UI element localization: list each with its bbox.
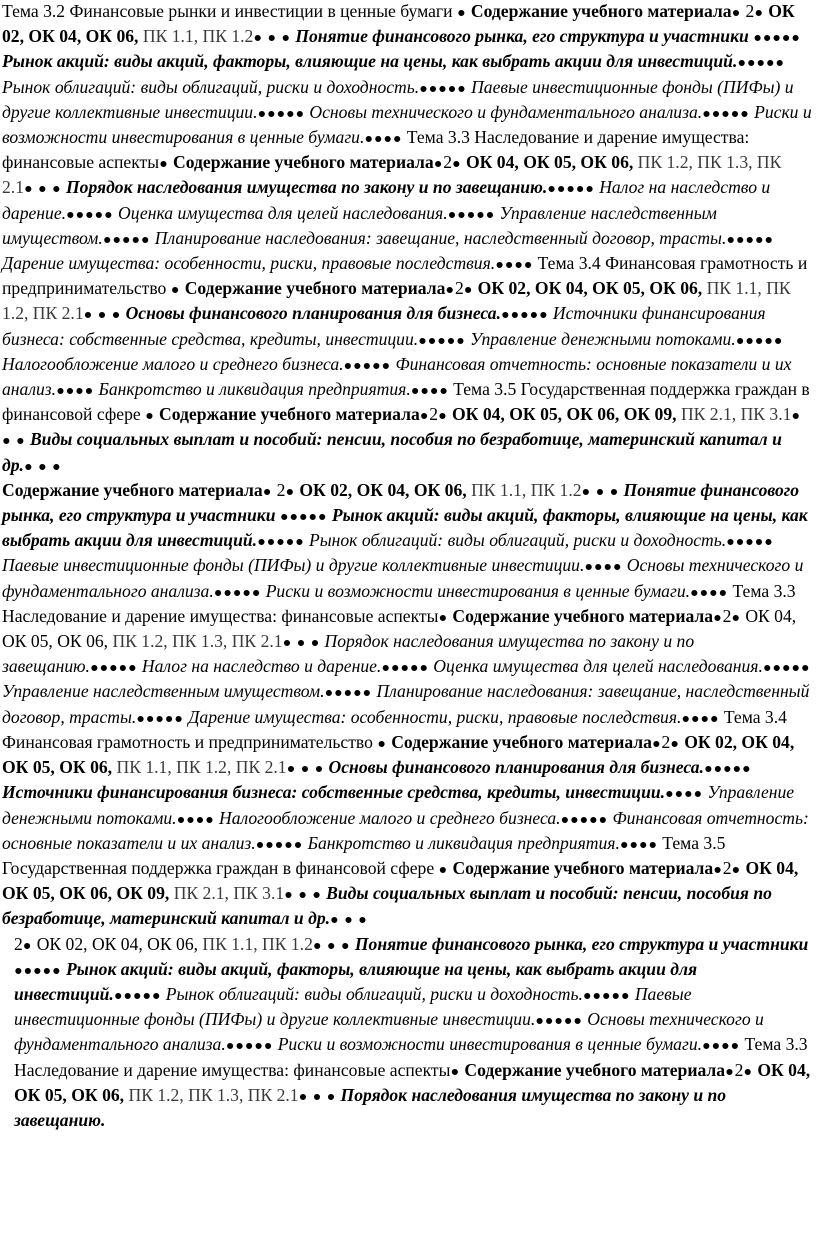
content-label: Содержание учебного материала — [173, 152, 434, 173]
topic-3-4-title: Тема 3.4 Финансовая грамотность и предпринимательство — [2, 253, 808, 299]
bullet-icon: ●●●●● — [136, 710, 184, 727]
hours-value: 2 — [661, 731, 671, 752]
pk-codes: ПК 1.2, ПК 1.3, ПК 2.1 — [2, 152, 782, 198]
bullet-icon: ●●●●● — [547, 181, 595, 198]
bullet-icon: ●●●●● — [762, 660, 811, 677]
bullet-icon: ●●●●● — [66, 206, 114, 223]
item-text: Источники финансирования бизнеса: собственные средства, кредиты, инвестиции. — [2, 782, 666, 803]
content-label: Содержание учебного материала — [452, 605, 714, 626]
bullet-icon: ●●●●● — [257, 534, 305, 551]
content-label: Содержание учебного материала — [452, 857, 714, 878]
bullet-icon: ● — [452, 156, 462, 173]
bullet-icon: ●●●●● — [257, 105, 306, 122]
pk-codes: ПК 1.1, ПК 1.2, ПК 2.1 — [2, 278, 791, 324]
topic-3-3-title: Тема 3.3 Наследование и дарение имущества: финансовые аспекты — [2, 127, 750, 173]
topic-3-3-title: Тема 3.3 Наследование и дарение имущества: финансовые аспекты — [2, 580, 796, 626]
item-text: Управление наследственным имуществом. — [2, 202, 717, 248]
bullet-icon: ●●●● — [410, 383, 449, 400]
topic-3-5-title: Тема 3.5 Государственная поддержка граждан в финансовой сфере — [2, 832, 726, 878]
bullet-icon: ● — [743, 1063, 753, 1080]
bullet-icon: ●●●● — [56, 383, 95, 400]
item-text: Рынок облигаций: виды облигаций, риски и доходность. — [309, 530, 727, 551]
bullet-icon: ● ● ● — [2, 408, 801, 450]
paragraph-2 — [2, 479, 812, 933]
item-text: Оценка имущества для целей наследования. — [117, 202, 448, 223]
bullet-icon: ●●●●● — [702, 105, 750, 122]
bullet-icon: ●●●●● — [447, 206, 496, 223]
item-text: Планирование наследования: завещание, наследственный договор, трасты. — [2, 681, 810, 727]
item-text: Налог на наследство и дарение. — [2, 177, 771, 223]
pk-codes: ПК 1.1, ПК 1.2 — [202, 933, 313, 954]
bullet-icon: ●●●●● — [324, 685, 373, 702]
bullet-icon: ●●●● — [176, 811, 215, 828]
item-text: Виды социальных выплат и пособий: пенсии, пособия по безработице, материнский капитал и др. — [2, 883, 772, 929]
item-text: Финансовая отчетность: основные показатели и их анализ. — [2, 353, 792, 400]
ok-codes: ОК 02, ОК 04, ОК 06, — [36, 933, 199, 954]
item-text: Порядок наследования имущества по закону и по завещанию. — [2, 631, 695, 677]
bullet-icon: ● — [438, 861, 449, 878]
bullet-icon: ●●●● — [584, 559, 623, 576]
item-text: Финансовая отчетность: основные показатели и их анализ. — [2, 807, 809, 853]
item-text: Налогообложение малого и среднего бизнеса. — [219, 807, 561, 828]
bullet-icon: ●●●● — [495, 257, 534, 274]
ok-codes: ОК 04, ОК 05, ОК 06, ОК 09, — [2, 857, 799, 904]
hours-value: 2 — [276, 479, 286, 500]
content-label: Содержание учебного материала — [184, 278, 446, 299]
item-text: Рынок акций: виды акций, факторы, влияющие на цены, как выбрать акции для инвестиций. — [2, 51, 738, 72]
pk-codes: ПК 1.1, ПК 1.2, ПК 2.1 — [116, 757, 287, 778]
item-text: Налог на наследство и дарение. — [141, 656, 382, 677]
item-text: Рынок акций: виды акций, факторы, влияющие на цены, как выбрать акции для инвестиций. — [14, 958, 698, 1004]
item-text: Управление денежными потоками. — [470, 328, 736, 349]
content-label: Содержание учебного материала — [2, 479, 263, 500]
bullet-icon: ● — [456, 5, 467, 21]
bullet-icon: ●●●● — [665, 786, 704, 803]
bullet-icon: ● — [145, 408, 155, 425]
item-text: Виды социальных выплат и пособий: пенсии, пособия по безработице, материнский капитал и др. — [2, 429, 782, 475]
bullet-icon: ●●●●● — [535, 1013, 583, 1030]
bullet-icon: ● ● ● — [284, 887, 322, 904]
bullet-icon: ● ● ● — [23, 458, 62, 475]
bullet-icon: ● — [433, 156, 444, 173]
item-text: Риски и возможности инвестирования в ценные бумаги. — [277, 1034, 703, 1055]
bullet-icon: ●●●●● — [419, 80, 467, 97]
item-text: Дарение имущества: особенности, риски, правовые последствия. — [2, 253, 496, 274]
ok-codes: ОК 04, ОК 05, ОК 06, — [14, 1059, 811, 1105]
bullet-icon: ●●●●● — [255, 836, 304, 853]
pk-codes: ПК 2.1, ПК 3.1 — [173, 883, 285, 904]
bullet-icon: ●●●●● — [560, 811, 609, 828]
bullet-icon: ● — [377, 735, 387, 752]
bullet-icon: ● — [651, 735, 662, 752]
topic-3-3-title: Тема 3.3 Наследование и дарение имущества: финансовые аспекты — [14, 1034, 808, 1080]
ok-codes: ОК 04, ОК 05, ОК 06, — [2, 605, 797, 652]
item-text: Банкротство и ликвидация предприятия. — [98, 379, 411, 400]
item-text: Дарение имущества: особенности, риски, правовые последствия. — [188, 706, 682, 727]
bullet-icon: ●●●●● — [14, 962, 62, 979]
topic-3-5-title: Тема 3.5 Государственная поддержка граждан в финансовой сфере — [2, 379, 810, 425]
hours-value: 2 — [454, 278, 464, 299]
bullet-icon: ●●●●● — [343, 357, 392, 374]
item-text: Паевые инвестиционные фонды (ПИФы) и другие коллективные инвестиции. — [14, 983, 692, 1030]
bullet-icon: ● — [731, 861, 742, 878]
bullet-icon: ● ● ● — [253, 30, 291, 47]
bullet-icon: ●●●●● — [726, 534, 774, 551]
item-text: Планирование наследования: завещание, наследственный договор, трасты. — [154, 227, 727, 248]
bullet-icon: ●●●●● — [279, 509, 328, 526]
hours-value: 2 — [722, 857, 732, 878]
bullet-icon: ● — [731, 5, 742, 21]
pk-codes: ПК 1.2, ПК 1.3, ПК 2.1 — [128, 1084, 299, 1105]
bullet-icon: ●●●●● — [582, 987, 631, 1004]
content-label: Содержание учебного материала — [159, 404, 420, 425]
item-text: Управление денежными потоками. — [2, 782, 795, 828]
item-text: Банкротство и ликвидация предприятия. — [307, 832, 620, 853]
bullet-icon: ●●●●● — [213, 584, 262, 601]
pk-codes: ПК 1.1, ПК 1.2 — [142, 26, 254, 47]
hours-value: 2 — [443, 152, 453, 173]
item-text: Понятие финансового рынка, его структура и участники — [354, 933, 809, 954]
bullet-icon: ● — [262, 483, 273, 500]
bullet-icon: ● — [419, 408, 430, 425]
bullet-icon: ●●●●● — [418, 332, 466, 349]
item-text: Основы финансового планирования для бизнеса. — [125, 303, 501, 324]
bullet-icon: ● ● ● — [298, 1088, 337, 1105]
bullet-icon: ● — [285, 483, 295, 500]
pk-codes: ПК 1.1, ПК 1.2 — [471, 479, 582, 500]
bullet-icon: ●●●●● — [381, 660, 429, 677]
ok-codes: ОК 02, ОК 04, ОК 05, ОК 06, — [477, 278, 703, 299]
bullet-icon: ●●●●● — [102, 231, 151, 248]
item-text: Оценка имущества для целей наследования. — [433, 656, 763, 677]
ok-codes: ОК 02, ОК 04, ОК 05, ОК 06, — [2, 731, 795, 778]
hours-value: 2 — [734, 1059, 744, 1080]
item-text: Рынок облигаций: виды облигаций, риски и доходность. — [2, 76, 420, 97]
bullet-icon: ● — [445, 282, 455, 299]
item-text: Управление наследственным имуществом. — [2, 681, 325, 702]
item-text: Паевые инвестиционные фонды (ПИФы) и другие коллективные инвестиции. — [2, 76, 794, 122]
bullet-icon: ●●●●● — [735, 332, 784, 349]
bullet-icon: ●●●●● — [500, 307, 549, 324]
pk-codes: ПК 2.1, ПК 3.1 — [680, 404, 792, 425]
item-text: Основы финансового планирования для бизнеса. — [328, 757, 704, 778]
item-text: Понятие финансового рынка, его структура и участники — [295, 26, 749, 47]
bullet-icon: ● ● ● — [83, 307, 122, 324]
hours-value: 2 — [429, 404, 439, 425]
ok-codes: ОК 02, ОК 04, ОК 06, — [299, 479, 467, 500]
bullet-icon: ● ● ● — [330, 912, 368, 929]
item-text: Налогообложение малого и среднего бизнеса. — [2, 353, 344, 374]
bullet-icon: ● ● ● — [282, 635, 321, 652]
hours-value: 2 — [14, 933, 23, 954]
hours-value: 2 — [722, 605, 732, 626]
bullet-icon: ● — [463, 282, 474, 299]
ok-codes: ОК 04, ОК 05, ОК 06, ОК 09, — [452, 404, 677, 425]
hours-value: 2 — [745, 1, 755, 21]
bullet-icon: ●●●●● — [753, 30, 801, 47]
bullet-icon: ● — [170, 282, 181, 299]
bullet-icon: ●●●●● — [703, 761, 752, 778]
bullet-icon: ● — [731, 609, 741, 626]
item-text: Порядок наследования имущества по закону и по завещанию. — [65, 177, 548, 198]
item-text: Рынок облигаций: виды облигаций, риски и доходность. — [165, 983, 583, 1004]
bullet-icon: ●●●● — [690, 584, 729, 601]
bullet-icon: ● — [450, 1063, 460, 1080]
topic-3-4-title: Тема 3.4 Финансовая грамотность и предпринимательство — [2, 706, 787, 752]
bullet-icon: ●●●● — [702, 1038, 741, 1055]
item-text: Риски и возможности инвестирования в ценные бумаги. — [265, 580, 691, 601]
item-text: Порядок наследования имущества по закону и по завещанию. — [14, 1084, 727, 1130]
bullet-icon: ● — [754, 5, 764, 21]
content-label: Содержание учебного материала — [470, 1, 732, 21]
paragraph-1 — [2, 0, 812, 479]
content-label: Содержание учебного материала — [464, 1059, 726, 1080]
content-label: Содержание учебного материала — [391, 731, 652, 752]
bullet-icon: ●●●● — [681, 710, 720, 727]
bullet-icon: ●●●● — [364, 131, 403, 148]
bullet-icon: ●●●● — [619, 836, 658, 853]
bullet-icon: ● — [159, 156, 169, 173]
item-text: Основы технического и фундаментального анализа. — [2, 555, 804, 601]
bullet-icon: ● — [713, 861, 723, 878]
bullet-icon: ● ● ● — [286, 761, 325, 778]
item-text: Основы технического и фундаментального анализа. — [14, 1009, 764, 1055]
bullet-icon: ● — [670, 735, 680, 752]
bullet-icon: ●●●●● — [89, 660, 138, 677]
item-text: Понятие финансового рынка, его структура и участники — [2, 479, 800, 526]
bullet-icon: ●●●●● — [737, 55, 785, 72]
bullet-icon: ● — [725, 1063, 735, 1080]
pk-codes: ПК 1.2, ПК 1.3, ПК 2.1 — [112, 631, 283, 652]
bullet-icon: ● ● ● — [24, 181, 62, 198]
item-text: Основы технического и фундаментального анализа. — [309, 101, 703, 122]
bullet-icon: ● ● ● — [581, 483, 620, 500]
bullet-icon: ● — [438, 609, 448, 626]
bullet-icon: ●●●●● — [225, 1038, 274, 1055]
topic-3-2-title: Тема 3.2 Финансовые рынки и инвестиции в ценные бумаги — [2, 1, 453, 21]
item-text: Рынок акций: виды акций, факторы, влияющие на цены, как выбрать акции для инвестиций. — [2, 505, 808, 551]
bullet-icon: ●●●●● — [113, 987, 162, 1004]
bullet-icon: ●●●●● — [726, 231, 774, 248]
ok-codes: ОК 04, ОК 05, ОК 06, — [465, 152, 634, 173]
bullet-icon: ● — [22, 937, 33, 954]
item-text: Паевые инвестиционные фонды (ПИФы) и другие коллективные инвестиции. — [2, 555, 585, 576]
item-text: Источники финансирования бизнеса: собственные средства, кредиты, инвестиции. — [2, 303, 766, 349]
bullet-icon: ● — [713, 609, 723, 626]
bullet-icon: ● — [438, 408, 448, 425]
bullet-icon: ● ● ● — [312, 937, 351, 954]
ok-codes: ОК 02, ОК 04, ОК 06, — [2, 1, 795, 47]
paragraph-3 — [2, 933, 812, 1133]
item-text: Риски и возможности инвестирования в ценные бумаги. — [2, 101, 812, 148]
